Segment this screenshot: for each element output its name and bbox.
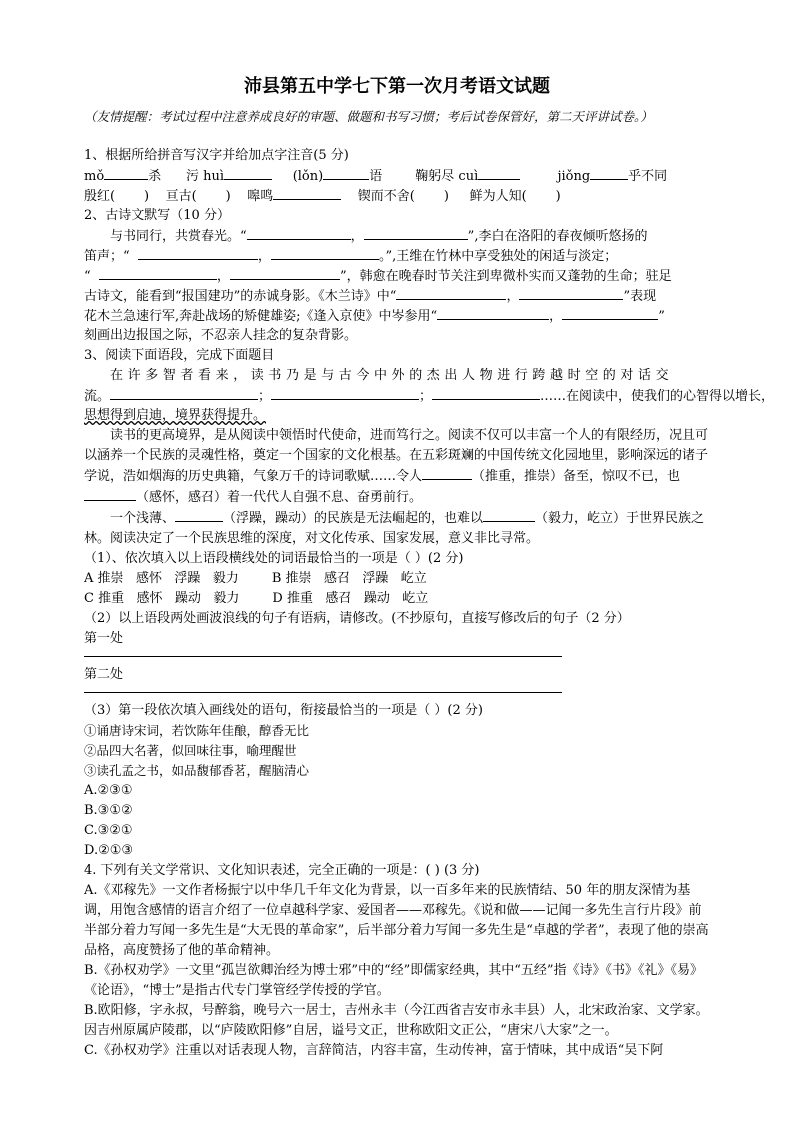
q1-text: 锲而不舍( xyxy=(357,189,415,204)
q2-heading: 2、古诗文默写（10 分） xyxy=(84,208,230,223)
answer-blank[interactable] xyxy=(110,386,258,400)
q4-heading: 4. 下列有关文学常识、文化知识表述，完全正确的一项是：( ) (3 分) xyxy=(84,863,480,878)
q3-sub2: （2）以上语段两处画波浪线的句子有语病，请修改。(不抄原句，直接写修改后的句子（2 分） xyxy=(84,611,630,626)
q2-text: ”,李白在洛阳的春夜倾听悠扬的 xyxy=(467,229,648,244)
answer-blank[interactable] xyxy=(138,246,258,260)
option-b: 浮躁 xyxy=(362,571,389,586)
option-b: B 推崇 xyxy=(271,571,312,586)
answer-blank[interactable] xyxy=(104,166,148,180)
answer-blank[interactable] xyxy=(432,386,540,400)
q3-options-cd xyxy=(84,589,712,609)
answer-blank[interactable] xyxy=(364,226,468,240)
answer-blank[interactable] xyxy=(519,286,623,300)
q2-text: 笛声；“ xyxy=(84,249,130,264)
q2-line6: 刻画出边报国之际，不忍亲人挂念的复杂背影。 xyxy=(84,328,358,343)
answer-blank[interactable] xyxy=(175,508,223,522)
q2-text: “ xyxy=(84,269,91,284)
answer-blank[interactable] xyxy=(271,246,379,260)
option-c: 躁动 xyxy=(174,591,201,606)
q3-text: ……在阅读中，使我们的心智得以增长， xyxy=(540,389,775,404)
q1-pinyin: 污 huì xyxy=(185,169,225,184)
q4-option-c: C.《孙权劝学》注重以对话表现人物，言辞简洁，内容丰富，生动传神，富于情味，其中成语“吴下阿 xyxy=(84,1043,664,1058)
q1-text: 亘古( xyxy=(165,189,197,204)
answer-blank[interactable] xyxy=(84,487,136,501)
answer-blank[interactable] xyxy=(323,166,369,180)
q3-text: （感怀，感召）着一代代人自强不息、奋勇前行。 xyxy=(136,490,423,505)
q2-text: ”，韩愈在晚春时节关注到卑微朴实而又蓬勃的生命；驻足 xyxy=(339,269,672,284)
q1-pinyin: mǒ xyxy=(84,169,105,184)
q2-text: 与书同行，共赏春光。“ xyxy=(110,229,247,244)
q3-para1-line3 xyxy=(84,406,712,426)
q3-text: （推重，推崇）备至，惊叹不已，也 xyxy=(472,469,681,484)
option-d: 感召 xyxy=(325,591,352,606)
q3-answer-c: C.③②① xyxy=(84,823,133,838)
option-c: 毅力 xyxy=(213,591,240,606)
q2-line4 xyxy=(84,286,712,306)
q2-line3 xyxy=(84,266,712,286)
q3-text: ； xyxy=(419,389,433,404)
answer-blank[interactable] xyxy=(271,386,419,400)
q2-line5 xyxy=(84,306,712,326)
answer-blank[interactable] xyxy=(478,166,520,180)
option-c: 感怀 xyxy=(136,591,163,606)
q1-text: 语 xyxy=(369,169,383,184)
q1-text: 殷红( xyxy=(84,189,116,204)
q3-choice-2: ②品四大名著，似回味往事，喻理醒世 xyxy=(84,743,297,758)
q1-row2 xyxy=(84,186,712,206)
q1-text: 鲜为人知( xyxy=(469,189,527,204)
answer-blank[interactable] xyxy=(590,166,628,180)
exam-content xyxy=(84,146,775,1061)
q1-text: ) xyxy=(144,189,150,204)
q4-option-b1: B.《孙权劝学》一文里“孤岂欲卿治经为博士邪”中的“经”即儒家经典，其中“五经”指《诗》《书》《礼》《易》《论语》，“博士”是指古代专门掌管经学传授的学官。 xyxy=(84,963,704,998)
q3-para2 xyxy=(84,426,712,508)
answer-blank[interactable] xyxy=(396,286,506,300)
q3-text: 一个浅薄、 xyxy=(110,511,176,526)
q1-pinyin: jiǒng xyxy=(557,169,591,184)
exam-title: 沛县第五中学七下第一次月考语文试题 xyxy=(244,76,550,97)
q2-text: ” xyxy=(658,309,665,324)
q2-text: ， xyxy=(506,289,520,304)
q1-text: 杀 xyxy=(148,169,162,184)
answer-blank[interactable] xyxy=(437,306,549,320)
q3-para1-line2 xyxy=(84,386,775,406)
q3-text: 读书的更高境界，是从阅读中领悟时代使命，进而笃行之。阅读不仅可以丰富一个人的有限经历，况且可以涵养一个民族的灵魂性格，奠定一个国家的文化根基。在五彩斑斓的中国传统文化园地里，影响深远的诸子学说，浩如烟海的历史典籍，气象万千的诗词歌赋……令人 xyxy=(84,428,709,484)
option-a: 毅力 xyxy=(212,571,239,586)
q3-choice-3: ③读孔孟之书，如品馥郁香茗，醒脑清心 xyxy=(84,763,310,778)
first-place-label: 第一处 xyxy=(84,631,124,646)
option-c: C 推重 xyxy=(84,591,125,606)
answer-line[interactable] xyxy=(84,655,562,657)
q2-line2 xyxy=(84,246,712,266)
q3-text: 流。 xyxy=(84,389,111,404)
q2-line1 xyxy=(84,226,712,246)
second-place-label: 第二处 xyxy=(84,667,124,682)
q3-text: （浮躁，躁动）的民族是无法崛起的，也难以 xyxy=(223,511,484,526)
option-d: D 推重 xyxy=(272,591,313,606)
option-d: 屹立 xyxy=(402,591,429,606)
q1-text: 乎不同 xyxy=(628,169,668,184)
q1-text: ) xyxy=(443,189,449,204)
q4-option-b2: B.欧阳修，字永叔，号醉翁，晚号六一居士，吉州永丰（今江西省吉安市永丰县）人，北宋政治家、文学家。因吉州原属庐陵郡，以“庐陵欧阳修”自居，谥号文正，世称欧阳文正公，“唐宋八大家”之一。 xyxy=(84,1003,709,1038)
q2-text: ， xyxy=(549,309,563,324)
answer-line[interactable] xyxy=(84,691,562,693)
q1-pinyin: (lǒn) xyxy=(292,169,324,184)
q1-text: ) xyxy=(555,189,561,204)
q3-text: （毅力，屹立）于世界民族之林。阅读决定了一个民族思维的深度，对文化传承、国家发展，意义非比寻常。 xyxy=(84,511,705,546)
q3-options-ab xyxy=(84,569,712,589)
q3-heading: 3、阅读下面语段，完成下面题目 xyxy=(84,348,275,363)
q1-text: 嗥鸣 xyxy=(247,189,274,204)
q3-answer-d: D.②①③ xyxy=(84,843,134,858)
q3-para3 xyxy=(84,508,712,549)
q3-choice-1: ①诵唐诗宋词，若饮陈年佳酿，醇香无比 xyxy=(84,723,310,738)
answer-blank[interactable] xyxy=(562,306,658,320)
q3-sub1: （1）、依次填入以上语段横线处的词语最恰当的一项是（ ）(2 分) xyxy=(84,551,464,566)
q2-text: ， xyxy=(257,249,271,264)
answer-blank[interactable] xyxy=(273,186,341,200)
option-b: 感召 xyxy=(323,571,350,586)
answer-blank[interactable] xyxy=(422,466,472,480)
option-a: A 推崇 xyxy=(84,571,124,586)
q3-sub3: （3）第一段依次填入画线处的语句，衔接最恰当的一项是（ ）(2 分) xyxy=(84,703,483,718)
q3-answer-a: A.②③① xyxy=(84,783,133,798)
q1-heading: 1、根据所给拼音写汉字并给加点字注音(5 分) xyxy=(84,148,349,163)
q3-text: ； xyxy=(258,389,272,404)
option-b: 屹立 xyxy=(400,571,427,586)
q1-text: ) xyxy=(225,189,231,204)
option-a: 感怀 xyxy=(135,571,162,586)
q4-option-a: A.《邓稼先》一文作者杨振宁以中华几千年文化为背景，以一百多年来的民族情结、50 年的朋友深情为基调，用饱含感情的语言介绍了一位卓越科学家、爱国者——邓稼先。《说和做——记闻一多先生言行片段》前半部分着力写闻一多先生是“大无畏的革命家”，后半部分着力写闻一多先生是“卓越的学者”，表现了他的崇高品格，高度赞扬了他的革命精神。 xyxy=(84,883,709,958)
q1-row1 xyxy=(84,166,712,186)
q3-wavy-sentence: 思想得到启迪，境界获得提升。 xyxy=(84,408,267,423)
q3-answer-b: B.③①② xyxy=(84,803,133,818)
exam-tip: （友情提醒：考试过程中注意养成良好的审题、做题和书写习惯；考后试卷保管好，第二天评讲试卷。） xyxy=(84,109,653,124)
q1-text: 鞠躬尽 cuì xyxy=(415,169,479,184)
q2-text: 。”,王维在竹林中享受独处的闲适与淡定； xyxy=(378,249,618,264)
q3-para1-line1: 在许多智者看来，读书乃是与古今中外的杰出人物进行跨越时空的对话交 xyxy=(110,368,674,383)
answer-blank[interactable] xyxy=(99,266,217,280)
option-d: 躁动 xyxy=(363,591,390,606)
option-a: 浮躁 xyxy=(174,571,201,586)
q2-text: 花木兰急速行军,奔赴战场的矫健雄姿;《逢入京使》中岑参用“ xyxy=(84,309,438,324)
q2-text: 古诗文，能看到“报国建功”的赤诚身影。《木兰诗》中“ xyxy=(84,289,397,304)
q2-text: ， xyxy=(216,269,230,284)
answer-blank[interactable] xyxy=(224,166,272,180)
answer-blank[interactable] xyxy=(230,266,340,280)
q2-text: ， xyxy=(350,229,364,244)
answer-blank[interactable] xyxy=(483,508,535,522)
q2-text: ”表现 xyxy=(623,289,657,304)
answer-blank[interactable] xyxy=(247,226,351,240)
